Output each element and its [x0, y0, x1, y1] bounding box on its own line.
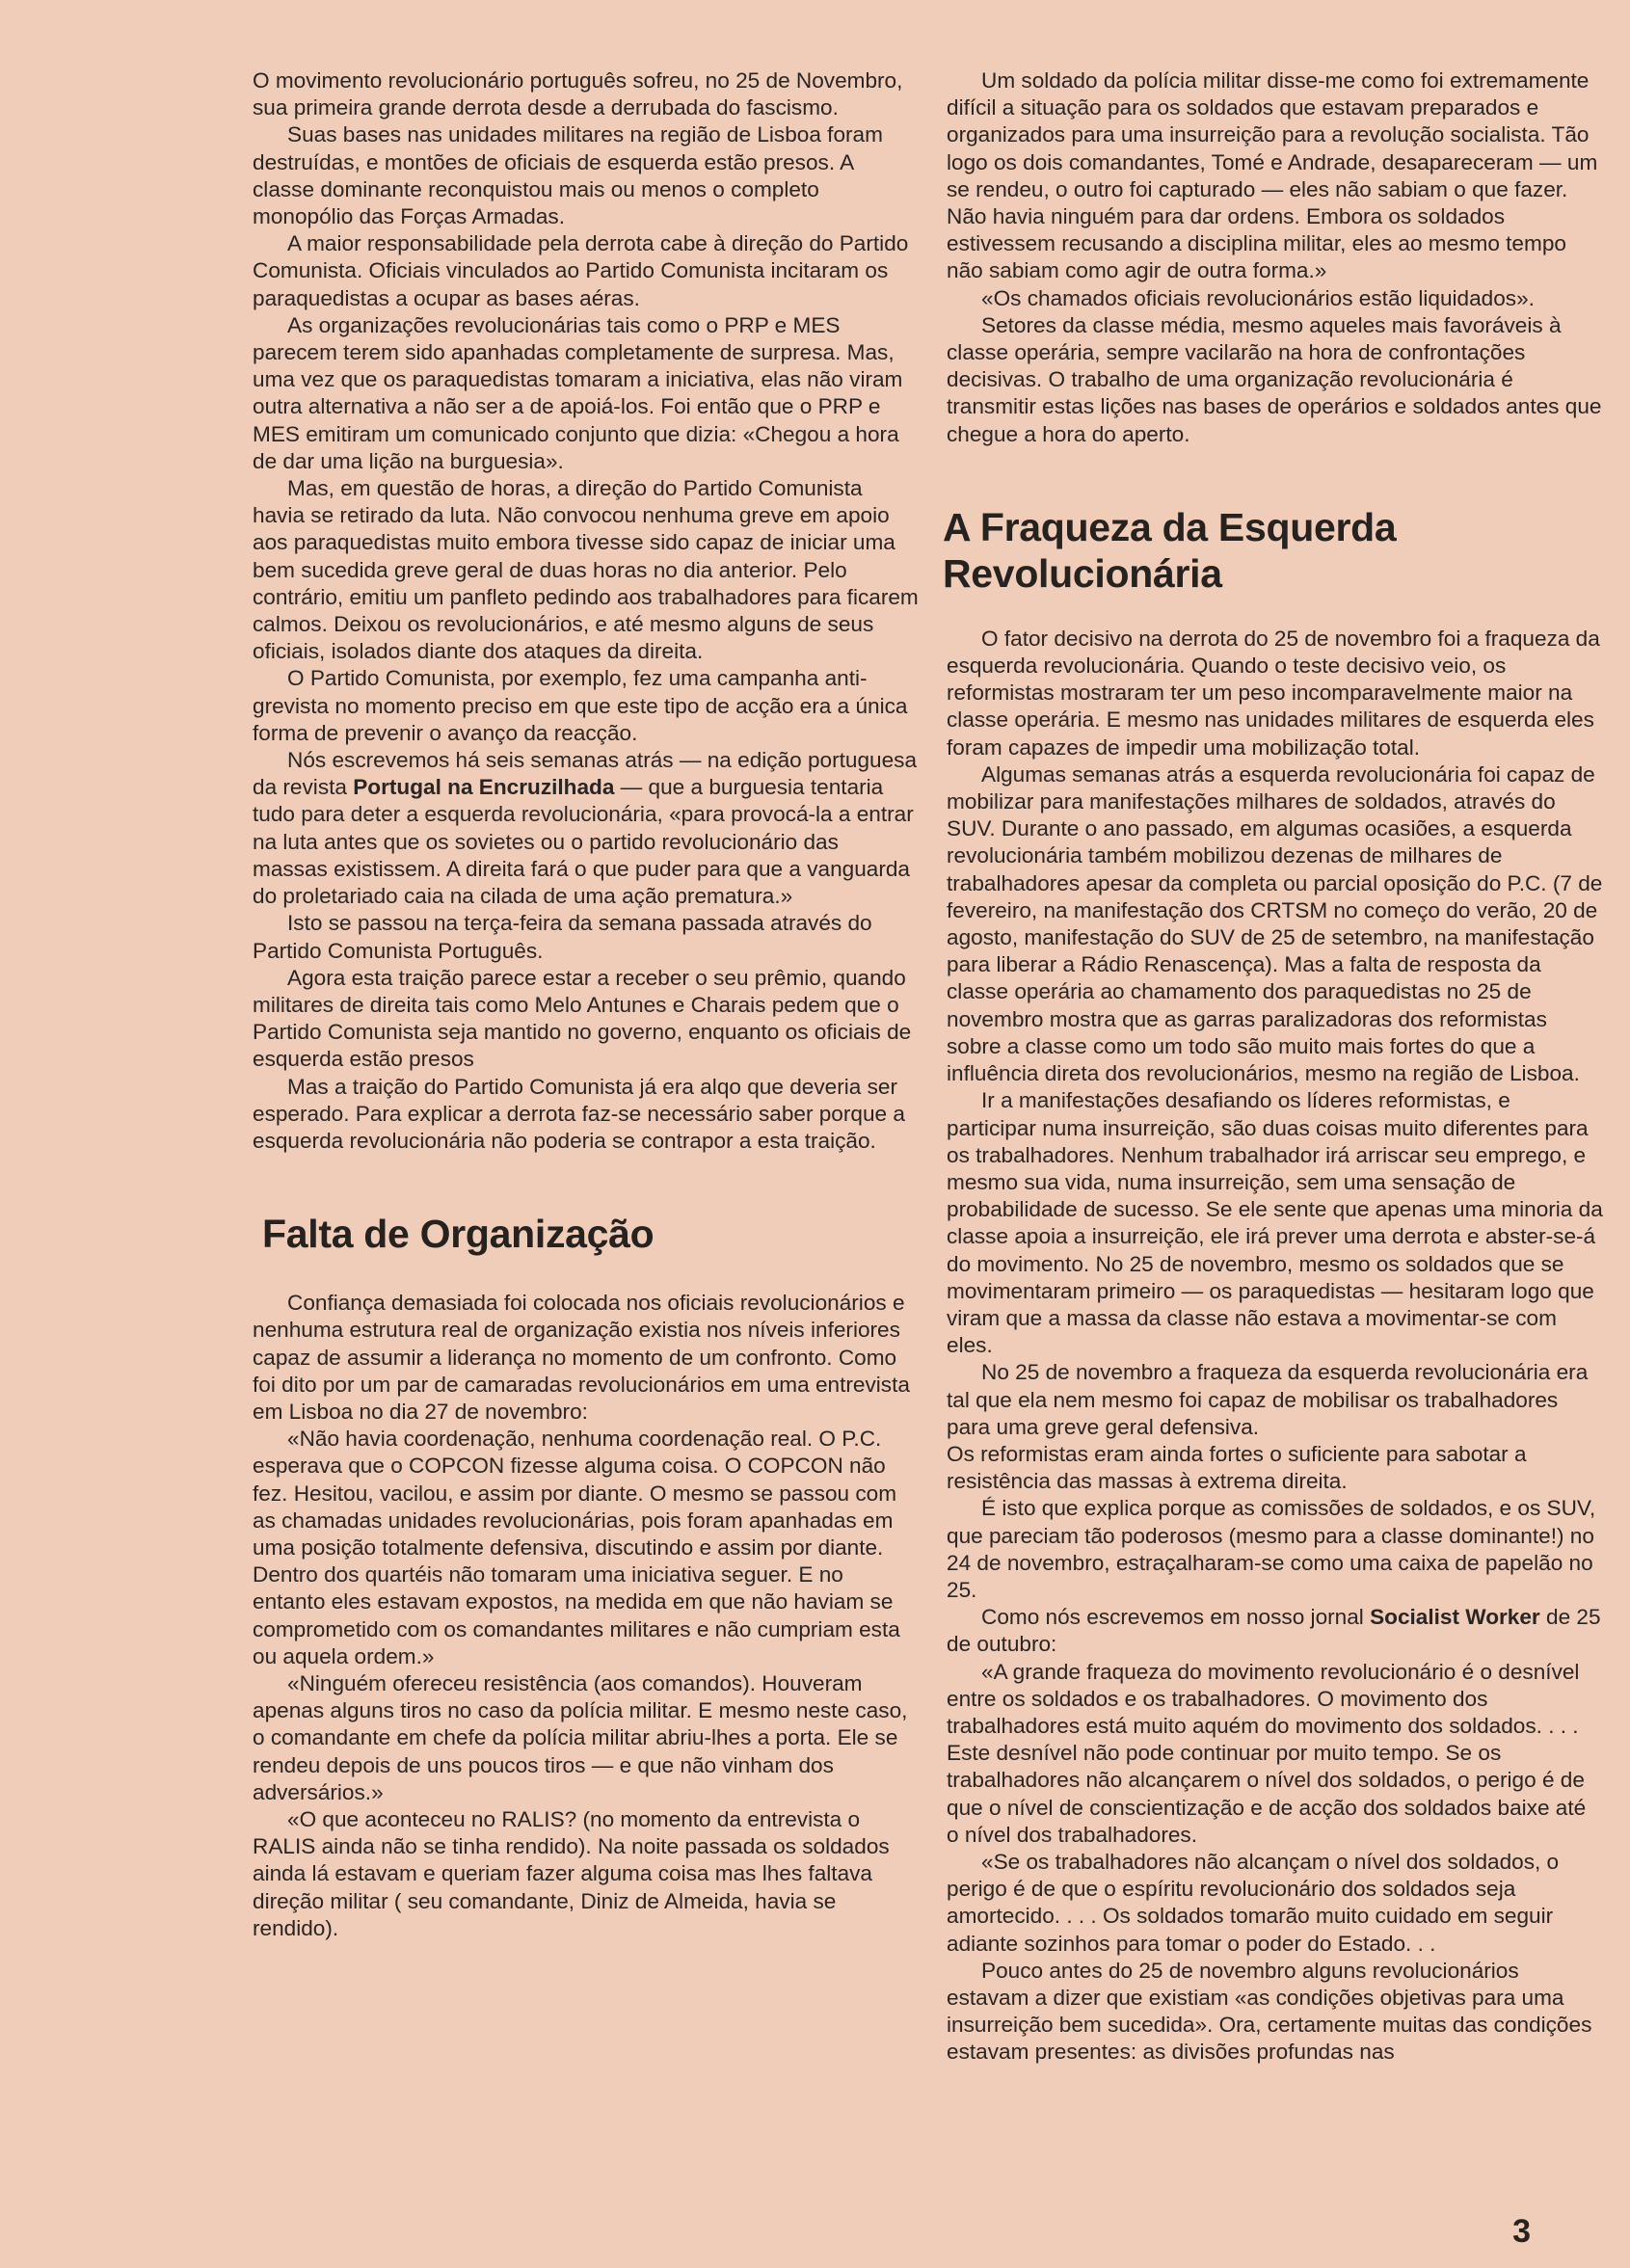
article-paragraph: As organizações revolucionárias tais como o PRP e MES parecem terem sido apanhadas completamente de surpresa. Mas, uma vez que os paraquedistas tomaram a iniciativa, elas não viram outra alternativa a não ser a de apoiá-los. Foi então que o PRP e MES emitiram um comunicado conjunto que dizia: «Chegou a hora de dar uma lição na burguesia». — [253, 312, 903, 473]
article-paragraph: O Partido Comunista, por exemplo, fez uma campanha anti-grevista no momento preciso em que este tipo de acção era a única forma de prevenir o avanço da reacção. — [253, 666, 908, 745]
article-paragraph: Confiança demasiada foi colocada nos oficiais revolucionários e nenhuma estrutura real de organização existia nos níveis inferiores capaz de assumir a liderança no momento de um confronto. Como foi dito por um par de camaradas revolucionários em uma entrevista em Lisboa no dia 27 de novembro: — [253, 1291, 910, 1424]
section-heading-fraqueza-da-esquerda — [943, 504, 1604, 597]
left-column — [253, 67, 920, 1942]
paragraph-text: Nós escrevemos há seis semanas atrás — na edição portuguesa da revista — [253, 748, 918, 800]
quote-paragraph: «Ninguém ofereceu resistência (aos comandos). Houveram apenas alguns tiros no caso da polícia militar. E mesmo neste caso, o comandante em chefe da polícia militar abriu-lhes a porta. Ele se rendeu depois de uns poucos tiros — e que não vinham dos adversários.» — [253, 1670, 908, 1804]
article-paragraph: O fator decisivo na derrota do 25 de novembro foi a fraqueza da esquerda revolucionária. Quando o teste decisivo veio, os reformistas mostraram ter um peso incomparavelmente maior na classe operária. E mesmo nas unidades militares de esquerda eles foram capazes de impedir uma mobilização total. — [947, 626, 1600, 760]
article-paragraph: Ir a manifestações desafiando os líderes reformistas, e participar numa insurreição, são duas coisas muito diferentes para os trabalhadores. Nenhum trabalhador irá arriscar seu emprego, e mesmo sua vida, numa insurreição, sem uma sensação de probabilidade de sucesso. Se ele sente que apenas uma minoria da classe apoia a insurreição, ele irá prever uma derrota e abster-se-á do movimento. No 25 de novembro, mesmo os soldados que se movimentaram primeiro — os paraquedistas — hesitaram logo que viram que a massa da classe não estava a movimentar-se com eles. — [947, 1088, 1603, 1358]
article-paragraph: Agora esta traição parece estar a receber o seu prêmio, quando militares de direita tais como Melo Antunes e Charais pedem que o Partido Comunista seja mantido no governo, enquanto os oficiais de esquerda estão presos — [253, 965, 912, 1072]
article-paragraph: Isto se passou na terça-feira da semana passada através do Partido Comunista Português. — [253, 911, 872, 963]
article-paragraph: É isto que explica porque as comissões de soldados, e os SUV, que pareciam tão poderosos (mesmo para a classe dominante!) no 24 de novembro, estraçalharam-se como uma caixa de papelão no 25. — [947, 1496, 1596, 1602]
article-paragraph: Algumas semanas atrás a esquerda revolucionária foi capaz de mobilizar para manifestações milhares de soldados, através do SUV. Durante o ano passado, em algumas ocasiões, a esquerda revolucionária também mobilizou dezenas de milhares de trabalhadores apesar da completa ou parcial oposição do P.C. (7 de fevereiro, na manifestação dos CRTSM no começo do verão, 20 de agosto, manifestação do SUV de 25 de setembro, na manifestação para liberar a Rádio Renascença). Mas a falta de resposta da classe operária ao chamamento dos paraquedistas no 25 de novembro mostra que as garras paralizadoras dos reformistas sobre a classe como um todo são muito mais fortes do que a influência direta dos revolucionários, mesmo na região de Lisboa. — [947, 761, 1603, 1086]
article-paragraph: A maior responsabilidade pela derrota cabe à direção do Partido Comunista. Oficiais vinculados ao Partido Comunista incitaram os paraquedistas a ocupar as bases aéras. — [253, 231, 909, 310]
paragraph-text: — que a burguesia tentaria tudo para deter a esquerda revolucionária, «para provocá-la a entrar na luta antes que os sovietes ou o partido revolucionário das massas existissem. A direita fará o que puder para que a vanguarda do proletariado caia na cilada de uma ação prematura.» — [253, 775, 914, 909]
article-paragraph: Suas bases nas unidades militares na região de Lisboa foram destruídas, e montões de oficiais de esquerda estão presos. A classe dominante reconquistou mais ou menos o completo monopólio das Forças Armadas. — [253, 122, 883, 229]
section-heading-falta-de-organizacao: Falta de Organização — [262, 1212, 655, 1257]
page-number: 3 — [1512, 2213, 1531, 2250]
article-paragraph: Mas, em questão de horas, a direção do Partido Comunista havia se retirado da luta. Não convocou nenhuma greve em apoio aos paraquedistas muito embora tivesse sido capaz de iniciar uma bem sucedida greve geral de duas horas no dia anterior. Pelo contrário, emitiu um panfleto pedindo aos trabalhadores para ficarem calmos. Deixou os revolucionários, e até mesmo alguns de seus oficiais, isolados diante dos ataques da direita. — [253, 476, 919, 664]
heading-line: Revolucionária — [943, 550, 1222, 596]
article-paragraph: Os reformistas eram ainda fortes o suficiente para sabotar a resistência das massas à extrema direita. — [947, 1441, 1527, 1494]
article-paragraph: Pouco antes do 25 de novembro alguns revolucionários estavam a dizer que existiam «as condições objetivas para uma insurreição bem sucedida». Ora, certamente muitas das condições estavam presentes: as divisões profundas nas — [947, 1958, 1592, 2065]
quote-paragraph: «Os chamados oficiais revolucionários estão liquidados». — [981, 285, 1535, 310]
publication-title: Portugal na Encruzilhada — [353, 775, 615, 800]
quote-paragraph: «A grande fraqueza do movimento revolucionário é o desnível entre os soldados e os trabalhadores. O movimento dos trabalhadores está muito aquém do movimento dos soldados. . . . Este desnível não pode continuar por muito tempo. Se os trabalhadores não alcançarem o nível dos soldados, o perigo é de que o nível de conscientização e de acção dos soldados baixe até o nível dos trabalhadores. — [947, 1659, 1587, 1847]
article-paragraph — [253, 747, 920, 910]
article-paragraph: No 25 de novembro a fraqueza da esquerda revolucionária era tal que ela nem mesmo foi capaz de mobilisar os trabalhadores para uma greve geral defensiva. — [947, 1360, 1589, 1439]
quote-paragraph: «Se os trabalhadores não alcançam o nível dos soldados, o perigo é de que o espíritu revolucionário dos soldados seja amortecido. . . . Os soldados tomarão muito cuidado em seguir adiante sozinhos para tomar o poder do Estado. . . — [947, 1849, 1560, 1956]
article-paragraph: O movimento revolucionário português sofreu, no 25 de Novembro, sua primeira grande derrota desde a derrubada do fascismo. — [253, 68, 903, 120]
article-paragraph: Setores da classe média, mesmo aqueles mais favoráveis à classe operária, sempre vacilarão na hora de confrontações decisivas. O trabalho de uma organização revolucionária é transmitir estas lições nas bases de operários e soldados antes que chegue a hora do aperto. — [947, 312, 1602, 446]
paragraph-text: Como nós escrevemos em nosso jornal — [981, 1605, 1371, 1630]
quote-paragraph: Um soldado da polícia militar disse-me como foi extremamente difícil a situação para os soldados que estavam preparados e organizados para uma insurreição para a revolução socialista. Tão logo os dois comandantes, Tomé e Andrade, desapareceram — um se rendeu, o outro foi capturado — eles não sabiam o que fazer. Não havia ninguém para dar ordens. Embora os soldados estivessem recusando a disciplina militar, eles ao mesmo tempo não sabiam como agir de outra forma.» — [947, 68, 1598, 283]
heading-line: A Fraqueza da Esquerda — [943, 504, 1397, 549]
publication-title: Socialist Worker — [1370, 1605, 1540, 1630]
right-column — [943, 67, 1604, 2067]
quote-paragraph: «O que aconteceu no RALIS? (no momento da entrevista o RALIS ainda não se tinha rendido). Na noite passada os soldados ainda lá estavam e queriam fazer alguma coisa mas lhes faltava direção militar ( seu comandante, Diniz de Almeida, havia se rendido). — [253, 1806, 890, 1940]
quote-paragraph: «Não havia coordenação, nenhuma coordenação real. O P.C. esperava que o COPCON fizesse alguma coisa. O COPCON não fez. Hesitou, vacilou, e assim por diante. O mesmo se passou com as chamadas unidades revolucionárias, pois foram apanhadas em uma posição totalmente defensiva, discutindo e assim por diante. Dentro dos quartéis não tomaram uma iniciativa seguer. E no entanto eles estavam expostos, na medida em que não haviam se comprometido com os comandantes militares e não cumpriam esta ou aquela ordem.» — [253, 1427, 900, 1668]
article-paragraph — [947, 1604, 1604, 1658]
article-paragraph: Mas a traição do Partido Comunista já era alqo que deveria ser esperado. Para explicar a derrota faz-se necessário saber porque a esquerda revolucionária não poderia se contrapor a esta traição. — [253, 1074, 905, 1153]
paragraph-text: de 25 de outubro: — [947, 1605, 1601, 1657]
